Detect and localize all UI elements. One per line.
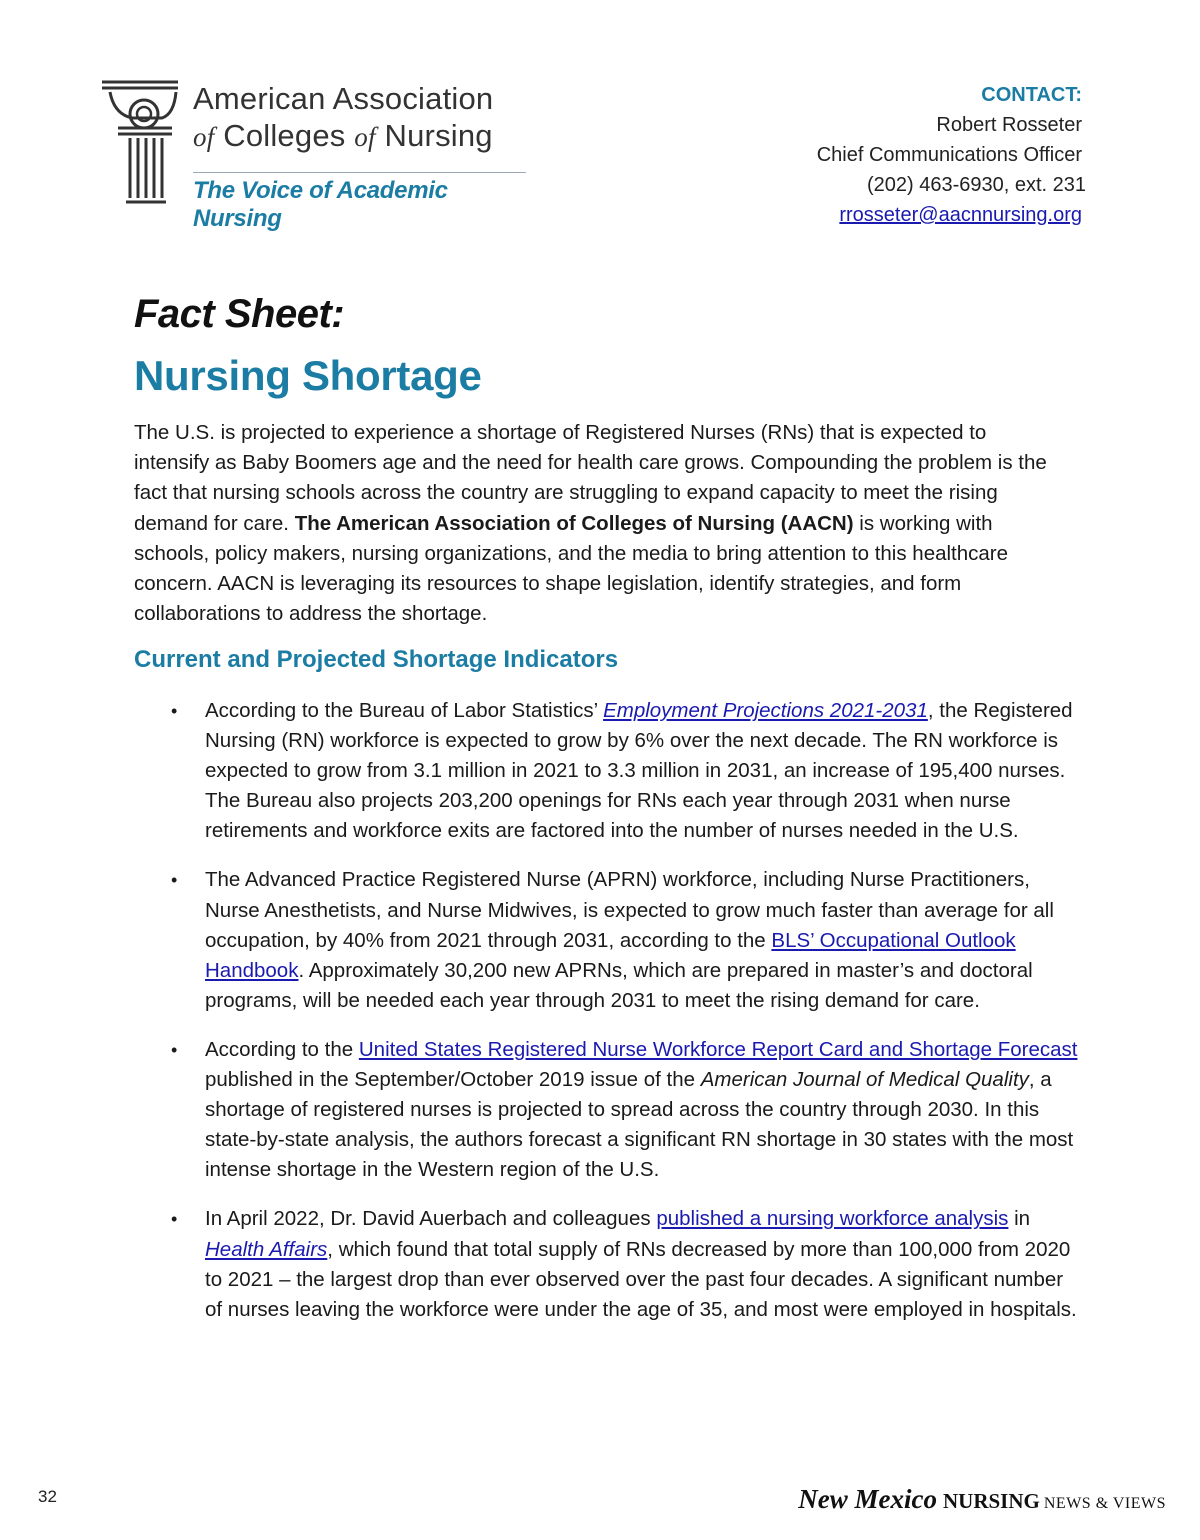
page-title-prefix: Fact Sheet:	[134, 292, 345, 336]
brand-news: NEWS & VIEWS	[1043, 1495, 1166, 1512]
brand-script: New Mexico	[798, 1484, 937, 1514]
logo-colleges: Colleges	[223, 118, 346, 153]
list-item	[0, 696, 1085, 846]
list-item	[0, 1204, 1085, 1324]
contact-block	[816, 80, 1086, 230]
intro-text-2: is working with schools, policy makers, nursing organizations, and the media to bring attention to this healthcare concern. AACN is leveraging its resources to shape legislation, identify strategies, and form collaborations to address the shortage.	[134, 511, 1009, 626]
occupational-outlook-link[interactable]: BLS’ Occupational Outlook Handbook	[205, 928, 1016, 982]
aacn-logo	[100, 78, 540, 232]
intro-paragraph	[134, 418, 1054, 629]
bullet-4-text-post: , which found that total supply of RNs decreased by more than 100,000 from 2020 to 2021 – the largest drop than ever observed over the past four decades. A significant number of nurses leaving the workforce were under the age of 35, and most were employed in hospitals.	[205, 1237, 1077, 1321]
logo-of-2: of	[354, 122, 376, 152]
contact-title: Chief Communications Officer	[816, 144, 1082, 166]
column-capital-icon	[100, 78, 180, 208]
page-title: Nursing Shortage	[134, 352, 482, 399]
bullet-3-text-post: , a shortage of registered nurses is projected to spread across the country through 2030. In this state-by-state analysis, the authors forecast a significant RN shortage in 30 states with the most intense shortage in the Western region of the U.S.	[205, 1068, 1074, 1182]
logo-of-1: of	[193, 122, 215, 152]
bullet-icon: •	[171, 1039, 178, 1060]
employment-projections-link[interactable]: Employment Projections 2021-2031	[603, 699, 928, 722]
bullet-2-text-pre: The Advanced Practice Registered Nurse (APRN) workforce, including Nurse Practitioners, Nurse Anesthetists, and Nurse Midwives, is expected to grow much faster than average for all occupation, by 40% from 2021 through 2031, according to the	[205, 868, 1054, 952]
intro-bold-aacn: The American Association of Colleges of Nursing (AACN)	[294, 511, 854, 535]
bullet-4-text-mid: in	[1014, 1207, 1031, 1231]
contact-phone: (202) 463-6930, ext. 231	[866, 174, 1086, 196]
bullet-1-text-pre: According to the Bureau of Labor Statistics’	[205, 699, 598, 722]
logo-divider	[193, 172, 526, 173]
contact-email-link[interactable]: rrosseter@aacnnursing.org	[839, 204, 1082, 226]
section-heading: Current and Projected Shortage Indicators	[134, 646, 619, 673]
brand-nursing: NURSING	[943, 1489, 1040, 1513]
list-item	[0, 865, 1085, 1015]
health-affairs-link[interactable]: Health Affairs	[205, 1237, 328, 1261]
logo-nursing: Nursing	[384, 118, 493, 153]
logo-wordmark	[193, 80, 493, 156]
bullet-3-text-pre: According to the	[205, 1037, 354, 1061]
page-number: 32	[38, 1487, 57, 1506]
bullet-1-text-post: , the Registered Nursing (RN) workforce is expected to grow by 6% over the next decade. The RN workforce is expected to grow from 3.1 million in 2021 to 3.3 million in 2031, an increase of 195,400 nurses. The Bureau also projects 203,200 openings for RNs each year through 2031 when nurse retirements and workforce exits are factored into the number of nurses needed in the U.S.	[205, 699, 1073, 843]
publication-brand	[798, 1484, 1166, 1515]
bullet-icon: •	[171, 1209, 178, 1230]
bullet-2-text-post: . Approximately 30,200 new APRNs, which are prepared in master’s and doctoral programs, will be needed each year through 2031 to meet the rising demand for care.	[205, 958, 1033, 1012]
list-item	[0, 1035, 1085, 1185]
logo-tagline: The Voice of Academic Nursing	[193, 177, 448, 232]
logo-line2	[193, 117, 493, 156]
bullet-3-text-mid: published in the September/October 2019 issue of the	[205, 1068, 696, 1092]
bullet-icon: •	[171, 701, 178, 721]
contact-name: Robert Rosseter	[936, 114, 1082, 136]
workforce-analysis-link[interactable]: published a nursing workforce analysis	[656, 1207, 1009, 1231]
report-card-link[interactable]: United States Registered Nurse Workforce Report Card and Shortage Forecast	[358, 1037, 1078, 1061]
contact-label: CONTACT:	[981, 84, 1082, 106]
indicator-list	[0, 696, 1200, 1344]
intro-text-1: The U.S. is projected to experience a shortage of Registered Nurses (RNs) that is expected to intensify as Baby Boomers age and the need for health care grows. Compounding the problem is the fact that nursing schools across the country are struggling to expand capacity to meet the rising demand for care.	[134, 421, 1047, 535]
journal-title: American Journal of Medical Quality	[700, 1068, 1029, 1092]
logo-line1: American Association	[193, 81, 494, 116]
bullet-icon: •	[171, 870, 178, 891]
bullet-4-text-pre: In April 2022, Dr. David Auerbach and colleagues	[205, 1207, 651, 1231]
